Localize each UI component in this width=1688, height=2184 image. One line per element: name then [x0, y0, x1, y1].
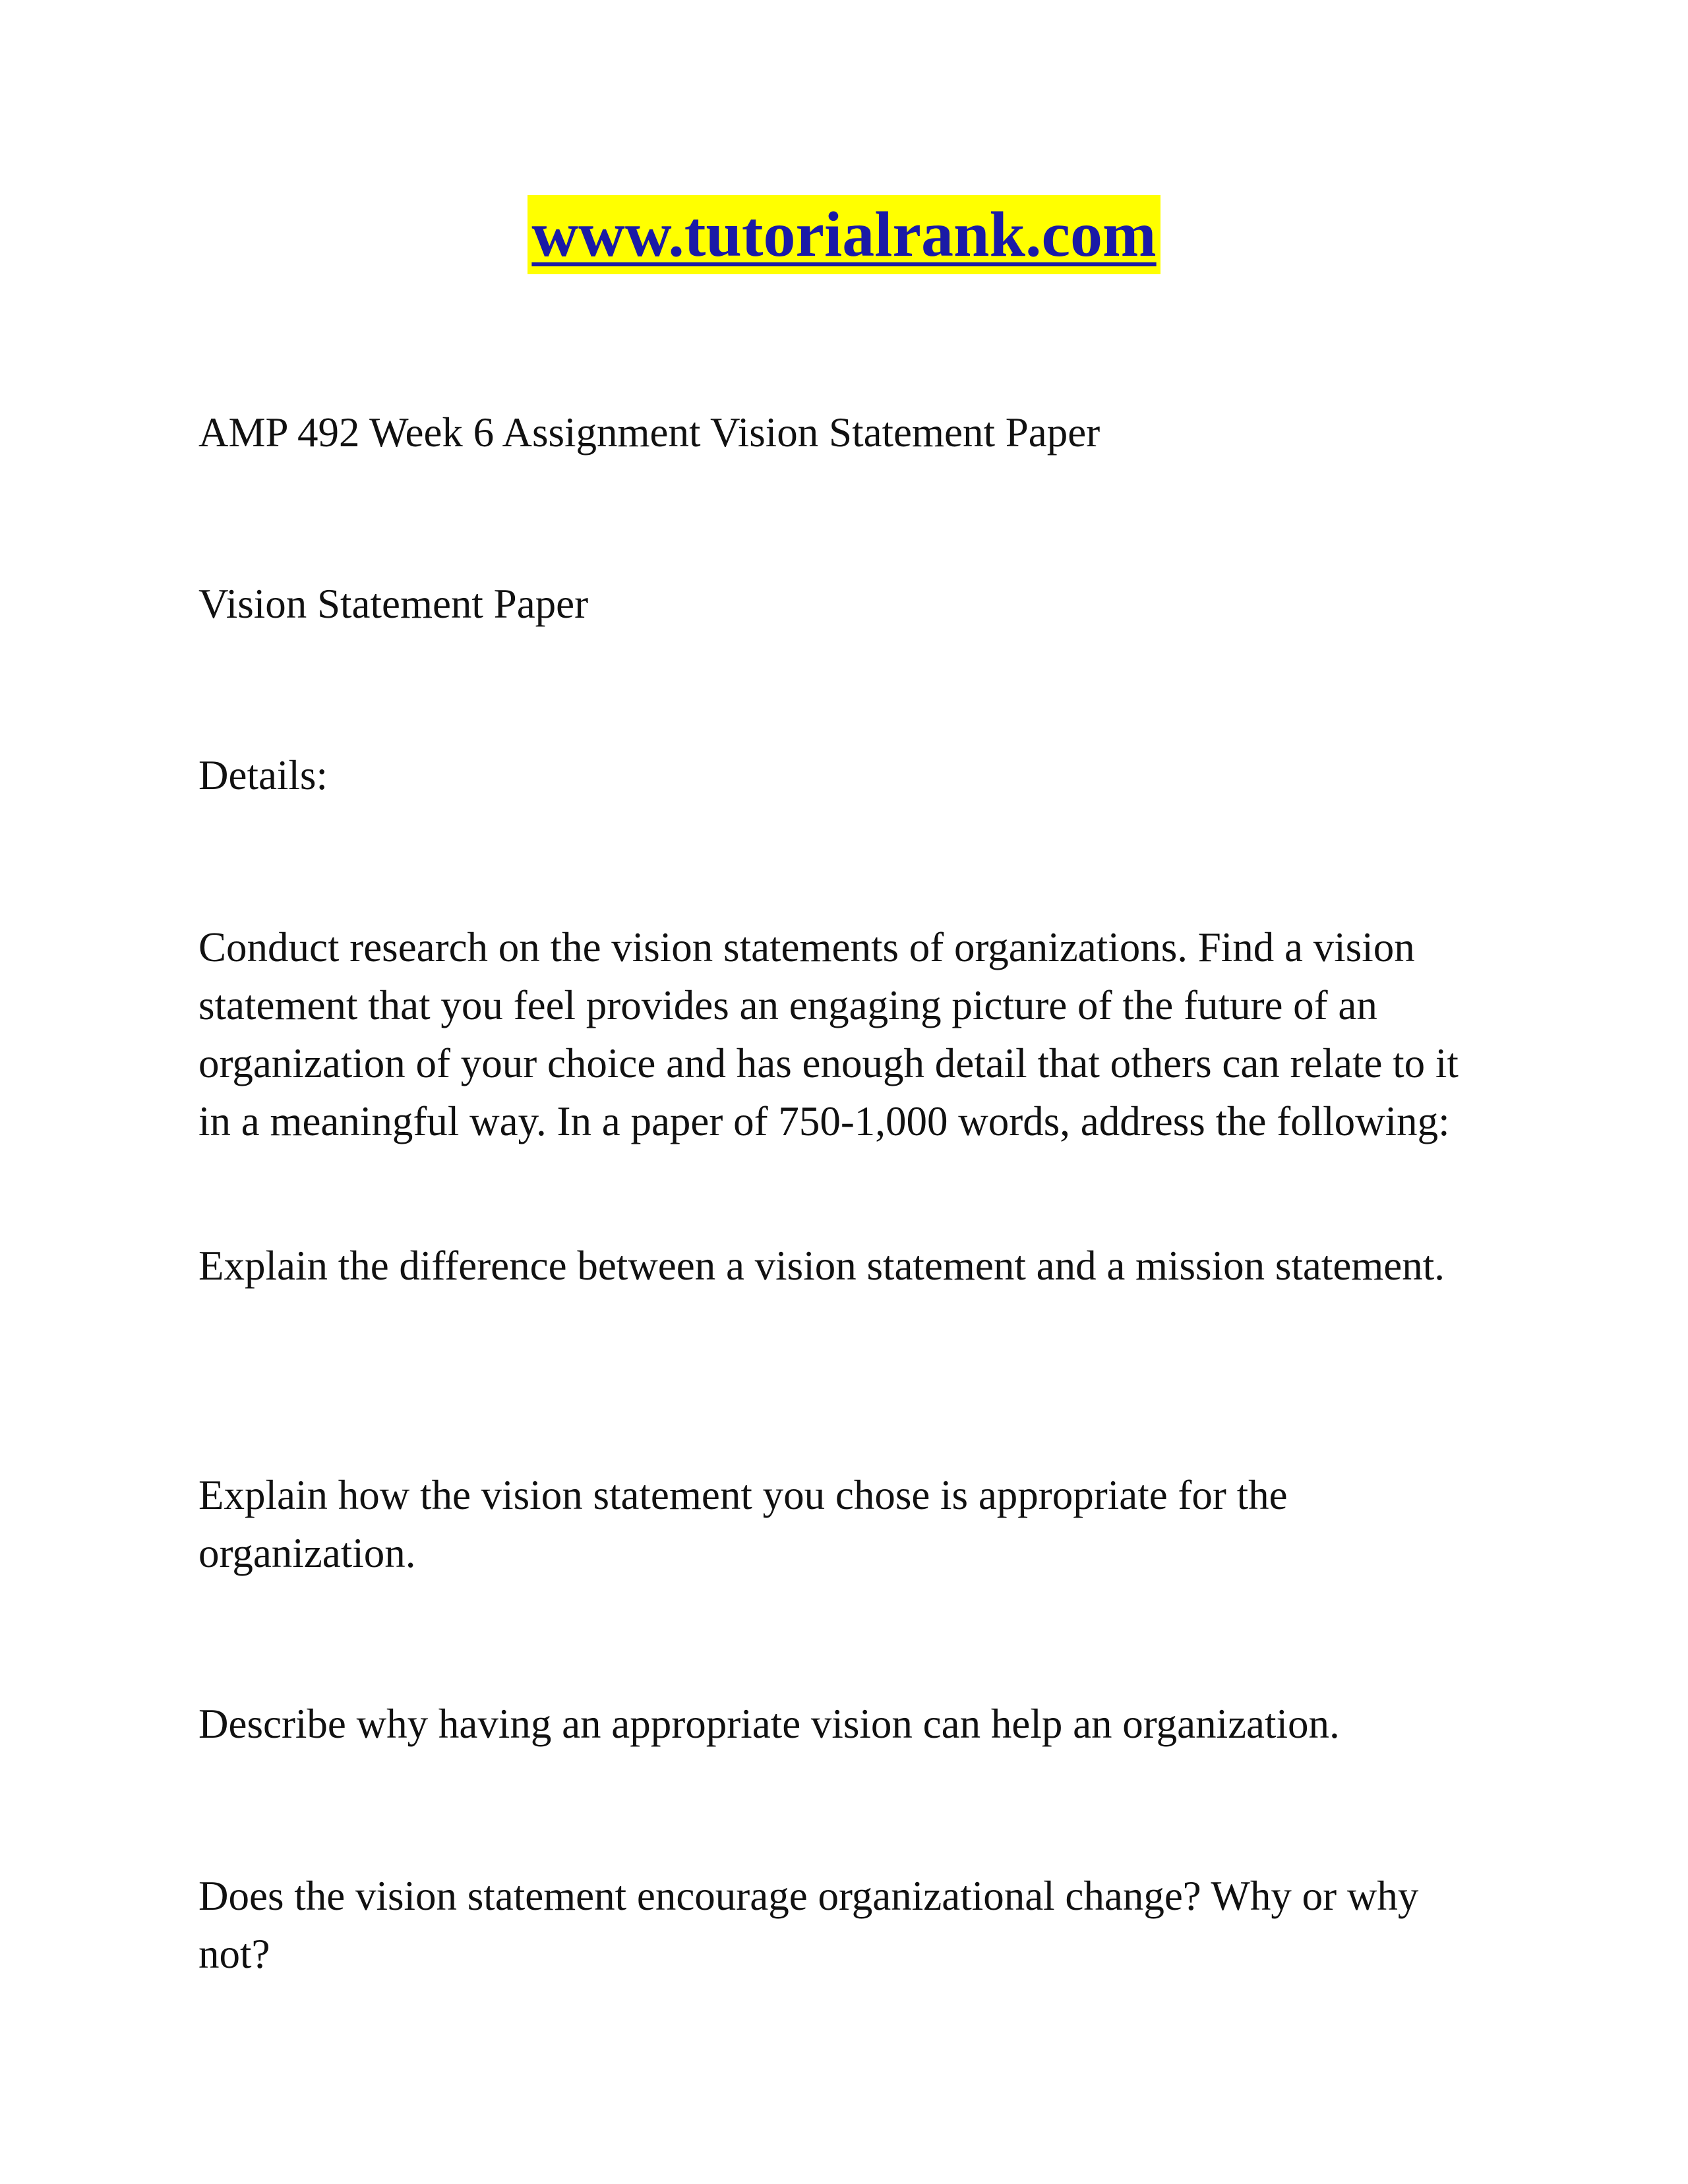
site-link-container [0, 195, 1688, 274]
site-link[interactable]: www.tutorialrank.com [528, 195, 1160, 274]
assignment-item: Explain how the vision statement you chose is appropriate for the organization. [198, 1472, 1288, 1576]
details-label: Details: [198, 752, 328, 798]
assignment-item: Does the vision statement encourage organizational change? Why or why not? [198, 1873, 1419, 1977]
intro-paragraph: Conduct research on the vision statements of organizations. Find a vision statement that you feel provides an engaging picture of the future of an organization of your choice and has enough detail that others can relate to it in a meaningful way. In a paper of 750-1,000 words, address the following: [198, 924, 1459, 1144]
assignment-item: Describe why having an appropriate vision can help an organization. [198, 1701, 1340, 1747]
document-subtitle: Vision Statement Paper [198, 581, 589, 627]
assignment-item: Explain the difference between a vision statement and a mission statement. [198, 1243, 1445, 1289]
document-title: AMP 492 Week 6 Assignment Vision Statement Paper [198, 409, 1100, 456]
